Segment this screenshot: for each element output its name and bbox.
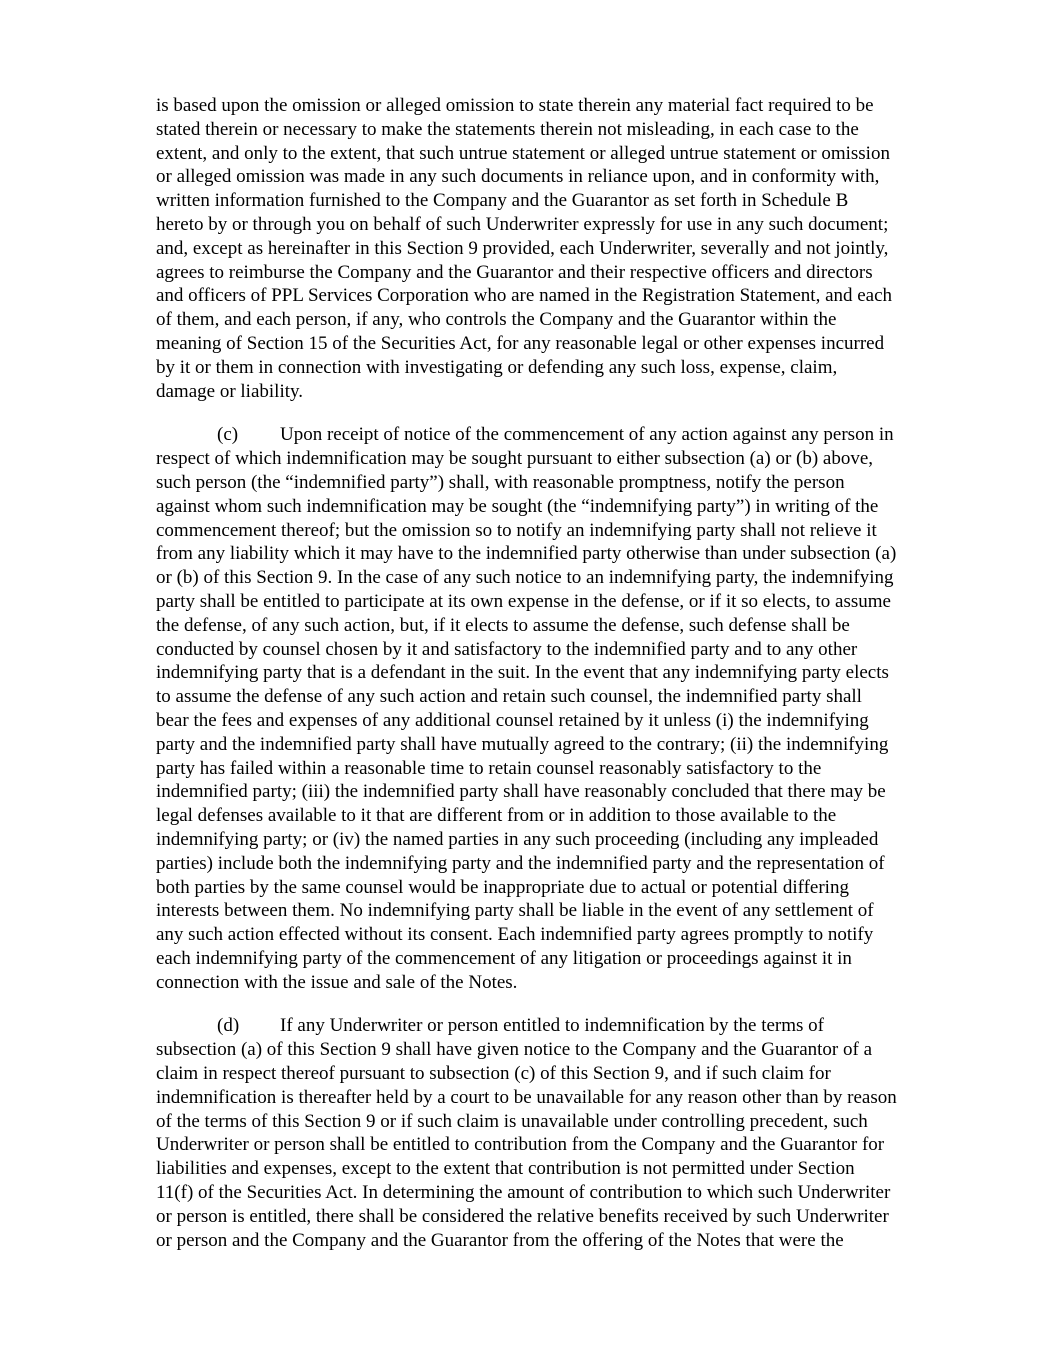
text-line: against whom such indemnification may be sought (the “indemnifying party”) in writing of the: [156, 495, 879, 517]
text-line: indemnification is thereafter held by a court to be unavailable for any reason other than by reason: [156, 1086, 897, 1108]
text-line: indemnifying party; or (iv) the named parties in any such proceeding (including any impleaded: [156, 828, 879, 850]
text-line: any such action effected without its consent. Each indemnified party agrees promptly to notify: [156, 924, 874, 946]
text-line: indemnified party; (iii) the indemnified party shall have reasonably concluded that there may be: [156, 781, 886, 803]
text-line: claim in respect thereof pursuant to subsection (c) of this Section 9, and if such claim for: [156, 1063, 831, 1085]
text-line: both parties by the same counsel would be inappropriate due to actual or potential differing: [156, 876, 849, 898]
paragraph-c: [156, 423, 964, 994]
text-line: of them, and each person, if any, who controls the Company and the Guarantor within the: [156, 309, 837, 331]
text-line: interests between them. No indemnifying party shall be liable in the event of any settlement of: [156, 900, 874, 922]
paragraph-d: [156, 1014, 964, 1252]
paragraph-label: (d): [217, 1015, 240, 1037]
text-line: or person is entitled, there shall be considered the relative benefits received by such Underwriter: [156, 1205, 889, 1227]
paragraph-first-line: [156, 423, 964, 447]
text-line: bear the fees and expenses of any additional counsel retained by it unless (i) the indemnifying: [156, 709, 869, 731]
text-line: to assume the defense of any such action and retain such counsel, the indemnified party shall: [156, 686, 862, 708]
text-line: such person (the “indemnified party”) shall, with reasonable promptness, notify the person: [156, 471, 845, 493]
text-line: stated therein or necessary to make the statements therein not misleading, in each case to the: [156, 118, 859, 140]
text-line: indemnifying party that is a defendant in the suit. In the event that any indemnifying party elects: [156, 662, 889, 684]
text-line: 11(f) of the Securities Act. In determining the amount of contribution to which such Underwriter: [156, 1182, 891, 1204]
text-line: or (b) of this Section 9. In the case of any such notice to an indemnifying party, the indemnifying: [156, 567, 894, 589]
text-line: and, except as hereinafter in this Section 9 provided, each Underwriter, severally and not jointly,: [156, 237, 889, 259]
text-line: connection with the issue and sale of the Notes.: [156, 971, 518, 993]
text-line: the defense, of any such action, but, if it elects to assume the defense, such defense shall be: [156, 614, 850, 636]
text-line: and officers of PPL Services Corporation who are named in the Registration Statement, and each: [156, 285, 893, 307]
text-line: is based upon the omission or alleged omission to state therein any material fact required to be: [156, 95, 874, 116]
text-line: Upon receipt of notice of the commencement of any action against any person in: [280, 424, 894, 446]
text-line: agrees to reimburse the Company and the Guarantor and their respective officers and directors: [156, 261, 873, 283]
text-line: liabilities and expenses, except to the extent that contribution is not permitted under Section: [156, 1158, 855, 1180]
text-line: Underwriter or person shall be entitled to contribution from the Company and the Guarantor for: [156, 1134, 885, 1156]
text-line: extent, and only to the extent, that such untrue statement or alleged untrue statement or omission: [156, 142, 890, 164]
text-line: parties) include both the indemnifying party and the indemnified party and the representation of: [156, 852, 885, 874]
text-line: party and the indemnified party shall have mutually agreed to the contrary; (ii) the indemnifying: [156, 733, 889, 755]
paragraph-b-continued: [156, 94, 964, 403]
text-line: or person and the Company and the Guarantor from the offering of the Notes that were the: [156, 1229, 844, 1251]
text-line: of the terms of this Section 9 or if such claim is unavailable under controlling precedent, such: [156, 1110, 868, 1132]
text-line: commencement thereof; but the omission so to notify an indemnifying party shall not relieve it: [156, 519, 877, 541]
document-page: [156, 94, 964, 1272]
text-line: or alleged omission was made in any such documents in reliance upon, and in conformity with,: [156, 166, 880, 188]
text-line: party has failed within a reasonable time to retain counsel reasonably satisfactory to the: [156, 757, 822, 779]
text-line: by it or them in connection with investigating or defending any such loss, expense, claim,: [156, 356, 838, 378]
text-line: legal defenses available to it that are different from or in addition to those available to the: [156, 805, 837, 827]
text-line: If any Underwriter or person entitled to indemnification by the terms of: [280, 1015, 824, 1037]
paragraph-label: (c): [217, 424, 239, 446]
text-line: each indemnifying party of the commencement of any litigation or proceedings against it in: [156, 947, 852, 969]
text-line: hereto by or through you on behalf of such Underwriter expressly for use in any such document;: [156, 213, 889, 235]
text-line: written information furnished to the Company and the Guarantor as set forth in Schedule B: [156, 190, 849, 212]
text-line: meaning of Section 15 of the Securities Act, for any reasonable legal or other expenses incurred: [156, 332, 885, 354]
text-line: from any liability which it may have to the indemnified party otherwise than under subsection (a): [156, 543, 897, 565]
text-line: conducted by counsel chosen by it and satisfactory to the indemnified party and to any other: [156, 638, 858, 660]
text-line: respect of which indemnification may be sought pursuant to either subsection (a) or (b) above,: [156, 448, 874, 470]
text-line: subsection (a) of this Section 9 shall have given notice to the Company and the Guarantor of a: [156, 1039, 873, 1061]
text-line: damage or liability.: [156, 380, 304, 402]
text-line: party shall be entitled to participate at its own expense in the defense, or if it so elects, to assume: [156, 590, 891, 612]
paragraph-first-line: [156, 1014, 964, 1038]
